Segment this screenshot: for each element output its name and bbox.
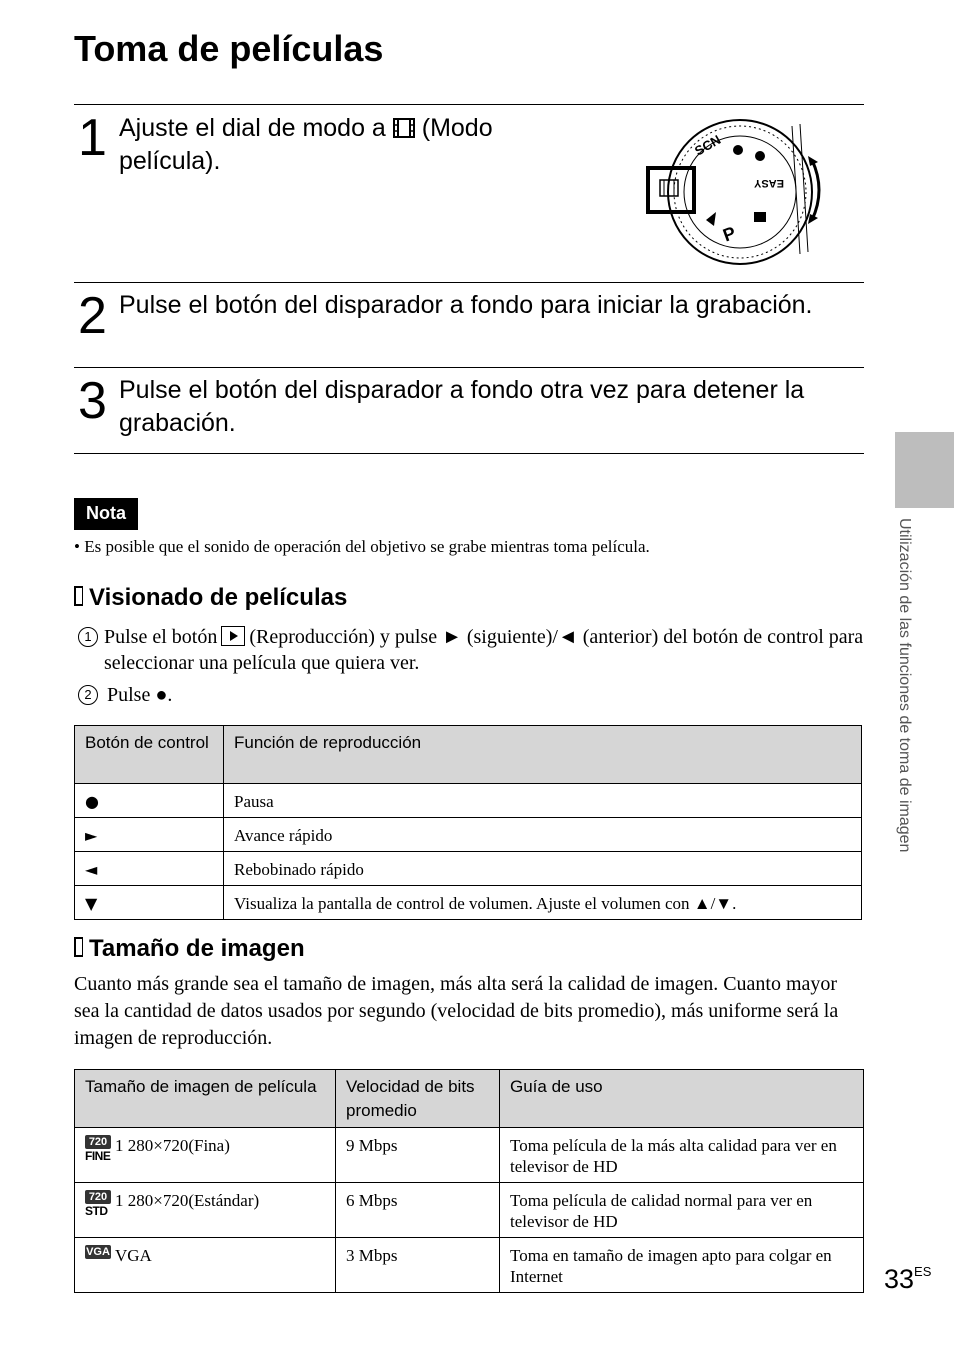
table-cell: ◄ <box>75 852 224 886</box>
table-row <box>75 852 862 886</box>
table-cell: Rebobinado rápido <box>224 852 862 886</box>
table-cell <box>75 1128 336 1183</box>
page-number <box>884 1264 931 1295</box>
step-number: 3 <box>78 372 107 430</box>
instruction-2-text: Pulse ●. <box>107 684 173 706</box>
table-cell: Pausa <box>224 784 862 818</box>
size-1280-std-icon: 720 STD <box>85 1190 111 1218</box>
page-number-value: 33 <box>884 1264 915 1294</box>
step-number: 1 <box>78 109 107 167</box>
table-row <box>75 1183 864 1238</box>
size-label: VGA <box>115 1246 152 1265</box>
playback-button-icon <box>221 626 245 646</box>
table-cell: ▼ <box>75 886 224 920</box>
size-label: 1 280×720(Fina) <box>115 1136 230 1155</box>
step-1-text-before: Ajuste el dial de modo a <box>119 114 386 142</box>
size-label: 1 280×720(Estándar) <box>115 1191 260 1210</box>
dial-label: EASY <box>754 177 784 189</box>
divider <box>74 367 864 368</box>
table-cell: Visualiza la pantalla de control de volumen. Ajuste el volumen con ▲/▼. <box>224 886 862 920</box>
section-marker <box>74 937 83 957</box>
movie-mode-icon <box>393 118 415 138</box>
table-header: Guía de uso <box>500 1070 864 1128</box>
table-cell: ► <box>75 818 224 852</box>
dial-label: SCN <box>692 131 724 159</box>
table-header: Tamaño de imagen de película <box>75 1070 336 1128</box>
instruction-1-before: Pulse el botón <box>104 626 218 648</box>
step-number: 2 <box>78 287 107 345</box>
dial-label: P <box>720 222 739 246</box>
note-badge: Nota <box>74 498 138 530</box>
size-vga-icon: VGA <box>86 1246 110 1258</box>
table-cell: ● <box>75 784 224 818</box>
instruction-1-after: (Reproducción) y pulse ► (siguiente)/◄ (anterior) del botón de control para seleccionar una película que quiera ver. <box>104 626 864 674</box>
table-header-row <box>75 1070 864 1128</box>
table-header-row <box>75 726 862 784</box>
section-marker <box>74 586 83 606</box>
table-cell: Toma película de la más alta calidad para ver en televisor de HD <box>500 1128 864 1183</box>
note-item-text: Es posible que el sonido de operación del objetivo se grabe mientras toma película. <box>84 537 650 556</box>
table-header: Velocidad de bits promedio <box>336 1070 500 1128</box>
table-cell <box>75 1238 336 1293</box>
table-cell: Toma película de calidad normal para ver en televisor de HD <box>500 1183 864 1238</box>
table-cell: 9 Mbps <box>336 1128 500 1183</box>
table-row <box>75 1128 864 1183</box>
step-2-text: Pulse el botón del disparador a fondo para iniciar la grabación. <box>119 291 813 319</box>
table-cell: Toma en tamaño de imagen apto para colgar en Internet <box>500 1238 864 1293</box>
playback-table <box>74 725 862 920</box>
divider <box>74 104 864 105</box>
step-1-text <box>119 112 579 178</box>
table-cell: 3 Mbps <box>336 1238 500 1293</box>
image-size-table <box>74 1069 864 1293</box>
table-cell: Avance rápido <box>224 818 862 852</box>
size-1280-fine-icon: 720 FINE <box>85 1136 111 1163</box>
table-row <box>75 886 862 920</box>
table-row <box>75 1238 864 1293</box>
image-size-paragraph: Cuanto más grande sea el tamaño de imagen, más alta será la calidad de imagen. Cuanto mayor sea la cantidad de datos usados por segundo (velocidad de bits promedio), más uniforme será la imagen de reproducción. <box>74 973 839 1049</box>
step-1-text-after: (Modo película). <box>119 114 493 175</box>
section-title-text: Tamaño de imagen <box>89 935 305 962</box>
table-row <box>75 818 862 852</box>
table-row <box>75 784 862 818</box>
mode-dial-illustration <box>640 112 830 272</box>
divider <box>74 282 864 283</box>
section-title-playback <box>74 584 347 612</box>
table-header: Función de reproducción <box>224 726 862 784</box>
section-title-text: Visionado de películas <box>89 584 348 611</box>
divider <box>74 453 864 454</box>
section-title-image-size <box>74 935 305 963</box>
chapter-tab <box>895 432 954 508</box>
page-title: Toma de películas <box>74 28 384 69</box>
step-marker: 2 <box>78 685 98 705</box>
step-marker: 1 <box>78 627 98 647</box>
table-header: Botón de control <box>75 726 224 784</box>
instruction-2 <box>78 682 172 708</box>
instruction-1 <box>78 624 868 674</box>
step-3-text: Pulse el botón del disparador a fondo otra vez para detener la grabación. <box>119 376 805 437</box>
page-language: ES <box>914 1264 932 1279</box>
chapter-side-label: Utilización de las funciones de toma de imagen <box>896 518 913 853</box>
table-cell: 6 Mbps <box>336 1183 500 1238</box>
table-cell <box>75 1183 336 1238</box>
note-item: • Es posible que el sonido de operación del objetivo se grabe mientras toma película. <box>74 537 650 556</box>
